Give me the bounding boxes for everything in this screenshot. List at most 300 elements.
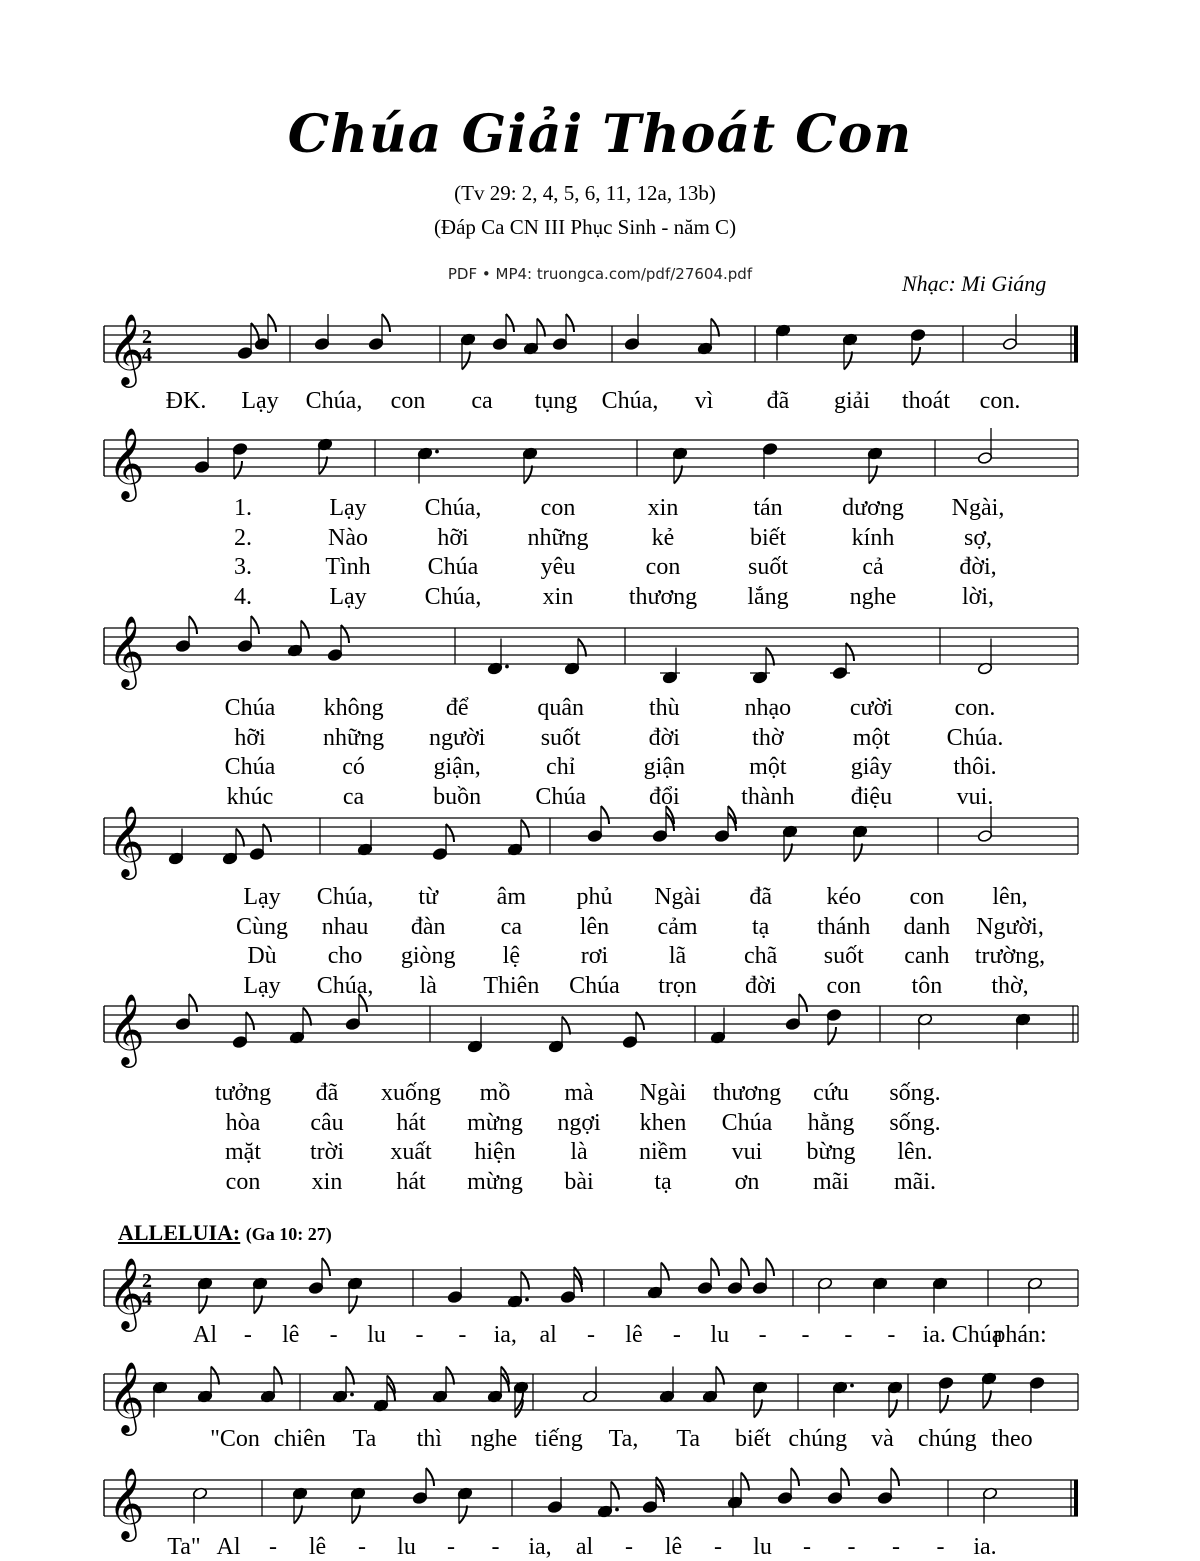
verse-lyric: lên.	[897, 1139, 933, 1165]
verse-lyric: kéo	[826, 884, 862, 910]
verse-lyric: kính	[851, 524, 895, 551]
verse-lyric: âm	[496, 884, 526, 910]
verse-lyric: suốt	[823, 943, 864, 969]
verse-lyric: Chúa	[224, 695, 276, 721]
note	[1015, 1013, 1030, 1050]
note	[977, 428, 992, 465]
note	[547, 1477, 562, 1514]
treble-clef-icon: 𝄞	[108, 1256, 145, 1329]
note	[507, 1272, 529, 1309]
note	[289, 1008, 311, 1045]
verse-lyric: sống.	[889, 1080, 941, 1106]
alleluia-lyric: lê	[282, 1322, 300, 1348]
psalm-reference: (Tv 29: 2, 4, 5, 6, 11, 12a, 13b)	[454, 181, 716, 205]
alleluia-lyric: -	[847, 1534, 856, 1560]
alleluia-lyric: Ta	[676, 1426, 701, 1452]
treble-clef-icon: 𝄞	[108, 992, 145, 1065]
alleluia-lyric: -	[625, 1534, 633, 1560]
note	[762, 442, 777, 479]
occasion: (Đáp Ca CN III Phục Sinh - năm C)	[433, 215, 737, 239]
verse-lyric: bài	[564, 1168, 594, 1195]
note	[660, 648, 680, 685]
verse-lyric: một	[749, 754, 787, 780]
note	[710, 1008, 725, 1045]
verse-lyric: niềm	[639, 1139, 687, 1165]
refrain-lyric: giải	[834, 388, 870, 414]
note	[587, 806, 609, 843]
note	[522, 447, 537, 484]
verse-lyric: tạ	[654, 1168, 672, 1195]
alleluia-lyric: chúng	[917, 1426, 977, 1452]
note	[492, 314, 514, 351]
verse-lyric: lời,	[961, 583, 995, 610]
verse-lyric: canh	[904, 943, 950, 969]
staff-system-verse-1	[0, 420, 1200, 500]
alleluia-lyric: lê	[308, 1534, 327, 1560]
note	[457, 1487, 472, 1524]
verse-lyric: 3.	[234, 554, 252, 580]
verse-lyric: con.	[954, 695, 996, 721]
note	[981, 1372, 996, 1409]
verse-lyric: xin	[647, 495, 679, 521]
verse-lyric: Tình	[325, 554, 371, 580]
note	[785, 994, 807, 1031]
alleluia-lyric: lê	[664, 1534, 683, 1560]
verse-lyric: danh	[903, 913, 951, 940]
note	[877, 1468, 899, 1505]
final-barline	[1074, 326, 1078, 362]
verse-lyric: Chúa	[569, 972, 620, 999]
verse-lyric: thánh	[817, 913, 871, 940]
verse-lyric: thành	[741, 783, 795, 810]
verse-lyric: dương	[842, 495, 904, 521]
verse-lyric: đã	[315, 1080, 339, 1106]
verse-lyric: những	[323, 724, 385, 751]
note	[292, 1487, 307, 1524]
treble-clef-icon: 𝄞	[108, 312, 145, 385]
verse-lyric: hỡi	[437, 524, 469, 551]
verse-lyric: Ngài	[639, 1080, 687, 1106]
note	[647, 1263, 669, 1300]
refrain-lyric: vì	[694, 388, 714, 414]
verse-lyric: hát	[396, 1168, 426, 1195]
verse-lyric: điệu	[850, 783, 893, 810]
verse-lyric: Nào	[328, 524, 368, 551]
verse-lyric: 1.	[234, 495, 252, 521]
staff-system-verse-3	[0, 798, 1200, 878]
refrain-lyric: thoát	[902, 388, 950, 414]
alleluia-lyric: nghe	[470, 1426, 518, 1452]
verse-lyric: 4.	[234, 583, 252, 610]
verse-lyric: Dù	[247, 943, 277, 969]
verse-lyric: là	[419, 972, 437, 999]
note	[777, 1468, 799, 1505]
note	[152, 1381, 167, 1418]
note	[672, 447, 687, 484]
note	[727, 1473, 749, 1510]
verse-lyric: cười	[849, 695, 893, 721]
verse-lyric: lên,	[992, 884, 1028, 910]
source-link[interactable]: PDF • MP4: truongca.com/pdf/27604.pdf	[447, 265, 753, 283]
verse-lyric: chỉ	[546, 754, 576, 780]
note	[752, 1381, 767, 1418]
verse-lyric: mừng	[467, 1168, 523, 1195]
alleluia-lyric: -	[447, 1534, 455, 1560]
verse-lyric: con	[909, 884, 945, 910]
verse-lyric: con	[540, 495, 576, 521]
note	[314, 314, 329, 351]
alleluia-lyric: ia.	[922, 1322, 946, 1348]
verse-lyric: đàn	[410, 913, 446, 940]
note	[249, 824, 271, 861]
note	[938, 1376, 953, 1413]
song-title: Chúa Giải Thoát Con	[287, 104, 913, 165]
note	[222, 829, 244, 866]
verse-lyric: suốt	[540, 724, 581, 751]
note	[487, 1367, 509, 1404]
verse-lyric: ơn	[734, 1168, 760, 1195]
note	[872, 1277, 887, 1314]
verse-lyric: nhạo	[744, 695, 792, 721]
refrain-lyric: Chúa,	[601, 388, 659, 414]
note	[977, 639, 992, 676]
verse-lyric: mãi.	[894, 1168, 936, 1195]
alleluia-lyric: -	[887, 1322, 896, 1348]
staff-system-refrain	[0, 306, 1200, 386]
verse-lyric: nghe	[849, 583, 897, 610]
alleluia-lyric: -	[892, 1534, 900, 1560]
note	[232, 1012, 254, 1049]
verse-lyric: Lạy	[243, 972, 281, 999]
note	[750, 648, 774, 685]
verse-lyric: không	[323, 695, 384, 721]
verse-lyric: cảm	[657, 913, 698, 940]
note	[432, 824, 454, 861]
verse-lyric: để	[445, 695, 469, 721]
alleluia-lyric: và	[871, 1426, 894, 1452]
treble-clef-icon: 𝄞	[108, 426, 145, 499]
verse-lyric: lã	[668, 943, 687, 969]
verse-lyric: con	[826, 972, 862, 999]
verse-lyric: từ	[418, 884, 439, 910]
alleluia-lyric: -	[358, 1534, 366, 1560]
refrain-lyric: con.	[979, 388, 1021, 414]
note	[582, 1367, 597, 1404]
alleluia-lyric: Chúa	[951, 1322, 1003, 1348]
verse-lyric: thờ	[752, 724, 784, 751]
time-signature-bottom: 4	[142, 344, 152, 366]
note	[523, 319, 545, 356]
time-signature-top: 2	[142, 326, 152, 348]
alleluia-lyric: Ta"	[167, 1534, 201, 1560]
time-signature-top: 2	[142, 1270, 152, 1292]
verse-lyric: con	[645, 554, 681, 580]
note	[347, 1277, 362, 1314]
note	[597, 1482, 619, 1519]
note	[332, 1367, 354, 1404]
verse-lyric: 2.	[234, 524, 252, 551]
verse-lyric: suốt	[747, 554, 789, 580]
note	[460, 333, 475, 370]
refrain-lyric: tụng	[534, 388, 578, 414]
note	[652, 806, 674, 843]
note	[977, 806, 992, 843]
alleluia-lyric: -	[844, 1322, 853, 1348]
alleluia-reference: (Ga 10: 27)	[245, 1224, 332, 1244]
verse-lyric: vui.	[956, 783, 994, 810]
verse-lyric: hát	[396, 1109, 426, 1136]
note	[447, 1267, 462, 1304]
verse-lyric: ca	[342, 783, 365, 810]
note	[260, 1367, 282, 1404]
note	[417, 447, 439, 484]
verse-lyric: trời	[309, 1139, 345, 1165]
note	[412, 1468, 434, 1505]
note	[982, 1487, 997, 1524]
composer: Nhạc: Mi Giáng	[902, 271, 1047, 296]
verse-lyric: thờ,	[991, 972, 1029, 999]
verse-lyric: Chúa	[721, 1109, 773, 1136]
verse-lyric: đời	[744, 972, 777, 999]
staff-system-alleluia-1	[0, 1250, 1200, 1330]
verse-lyric: giòng	[400, 943, 456, 969]
note	[659, 1367, 674, 1404]
verse-lyric: thôi.	[953, 754, 997, 780]
note	[327, 625, 349, 662]
verse-lyric: Chúa,	[316, 972, 374, 999]
alleluia-lyric: -	[714, 1534, 722, 1560]
verse-lyric: Lạy	[329, 583, 367, 610]
verse-lyric: giận	[643, 754, 685, 780]
verse-lyric: Chúa.	[946, 724, 1004, 751]
alleluia-lyric: -	[803, 1534, 811, 1560]
alleluia-lyric: lu	[397, 1534, 416, 1560]
verse-lyric: ngợi	[557, 1109, 601, 1136]
alleluia-lyric: phán:	[993, 1322, 1047, 1348]
note	[513, 1381, 528, 1418]
note	[727, 1258, 749, 1295]
note	[237, 323, 259, 360]
time-signature-bottom: 4	[142, 1288, 152, 1310]
treble-clef-icon: 𝄞	[108, 1360, 145, 1433]
verse-lyric: xuất	[390, 1139, 432, 1165]
verse-lyric: cứu	[813, 1080, 849, 1106]
note	[287, 621, 309, 658]
verse-lyric: mồ	[479, 1080, 511, 1106]
note	[197, 1367, 219, 1404]
verse-lyric: câu	[310, 1109, 344, 1136]
note	[910, 328, 925, 365]
verse-lyric: khúc	[226, 783, 274, 810]
note	[373, 1376, 395, 1413]
alleluia-lyric: chúng	[788, 1426, 848, 1452]
note	[782, 825, 797, 862]
verse-lyric: Ngài,	[951, 495, 1005, 521]
alleluia-lyric: theo	[991, 1426, 1033, 1452]
verse-lyric: lệ	[502, 943, 520, 969]
note	[552, 314, 574, 351]
note	[560, 1267, 582, 1304]
note	[350, 1487, 365, 1524]
note	[175, 616, 197, 653]
alleluia-lyric: al	[575, 1534, 594, 1560]
refrain-lyric: con	[390, 388, 426, 414]
note	[1027, 1277, 1042, 1314]
verse-lyric: xin	[542, 583, 574, 610]
verse-lyric: tưởng	[214, 1080, 272, 1106]
verse-lyric: biết	[750, 524, 786, 551]
note	[697, 1258, 719, 1295]
verse-lyric: vui	[731, 1139, 763, 1165]
note	[832, 1381, 854, 1418]
verse-lyric: khen	[639, 1109, 687, 1136]
verse-lyric: tạ	[751, 913, 770, 940]
verse-lyric: tôn	[911, 972, 943, 999]
note	[842, 333, 857, 370]
note	[1002, 314, 1017, 351]
verse-lyric: giận,	[433, 754, 481, 780]
verse-lyric: phủ	[576, 884, 613, 910]
verse-lyric: sống.	[889, 1109, 941, 1136]
alleluia-lyric: al	[539, 1322, 557, 1348]
verse-lyric: xuống	[381, 1080, 441, 1106]
verse-lyric: xin	[311, 1168, 343, 1195]
staff-system-alleluia-2	[0, 1354, 1200, 1434]
alleluia-lyric: tiếng	[534, 1426, 583, 1452]
alleluia-lyric: lê	[625, 1322, 643, 1348]
verse-lyric: thương	[712, 1080, 782, 1106]
verse-lyric: mà	[564, 1080, 594, 1106]
verse-lyric: buồn	[433, 783, 482, 810]
alleluia-lyric: Al	[193, 1322, 217, 1348]
note	[867, 447, 882, 484]
verse-lyric: cho	[327, 943, 363, 969]
verse-lyric: Người,	[976, 913, 1044, 940]
verse-lyric: Chúa	[427, 554, 479, 580]
alleluia-lyric: -	[936, 1534, 945, 1560]
verse-lyric: hằng	[807, 1109, 855, 1136]
alleluia-lyric: lu	[710, 1322, 730, 1348]
verse-lyric: giây	[850, 754, 893, 780]
note	[917, 1013, 932, 1050]
alleluia-lyric: -	[415, 1322, 424, 1348]
treble-clef-icon: 𝄞	[108, 614, 145, 687]
note	[817, 1277, 832, 1314]
refrain-lyric: Chúa,	[305, 388, 363, 414]
verse-lyric: trọn	[658, 972, 697, 999]
verse-lyric: trường,	[974, 943, 1046, 969]
verse-lyric: hỡi	[234, 724, 266, 751]
note	[564, 639, 586, 676]
alleluia-lyric: lu	[753, 1534, 772, 1560]
note	[932, 1277, 947, 1314]
note	[622, 1012, 644, 1049]
note	[317, 438, 332, 475]
verse-lyric: Ngài	[654, 884, 701, 910]
note	[357, 820, 372, 857]
verse-lyric: Lạy	[329, 495, 367, 521]
alleluia-lyric: thì	[416, 1426, 442, 1452]
alleluia-lyric: ia,	[528, 1534, 552, 1560]
verse-lyric: đời	[648, 724, 680, 751]
verse-lyric: lắng	[747, 583, 789, 610]
verse-lyric: quân	[537, 695, 585, 721]
alleluia-lyric: Al	[216, 1534, 241, 1560]
note	[467, 1017, 482, 1054]
note	[192, 1487, 207, 1524]
alleluia-lyric: -	[458, 1322, 467, 1348]
note	[830, 643, 854, 680]
note	[697, 319, 719, 356]
verse-lyric: đổi	[648, 783, 680, 810]
verse-lyric: lên	[579, 913, 610, 940]
note	[1029, 1376, 1044, 1413]
treble-clef-icon: 𝄞	[108, 804, 145, 877]
verse-lyric: người	[428, 724, 486, 751]
verse-lyric: một	[852, 724, 891, 751]
note	[232, 442, 247, 479]
note	[752, 1258, 774, 1295]
note	[507, 820, 529, 857]
verse-lyric: kẻ	[651, 524, 675, 551]
note	[308, 1258, 330, 1295]
alleluia-lyric: biết	[735, 1426, 771, 1452]
verse-lyric: rơi	[580, 943, 609, 969]
verse-lyric: con	[225, 1168, 261, 1195]
treble-clef-icon: 𝄞	[108, 1466, 145, 1539]
note	[175, 994, 197, 1031]
verse-lyric: Lạy	[243, 884, 281, 910]
note	[368, 314, 390, 351]
verse-lyric: chã	[744, 943, 778, 969]
note	[714, 806, 736, 843]
verse-lyric: Thiên	[483, 972, 540, 999]
alleluia-lyric: -	[243, 1322, 252, 1348]
alleluia-lyric: -	[801, 1322, 810, 1348]
alleluia-lyric: ia,	[493, 1322, 517, 1348]
verse-lyric: tán	[753, 495, 783, 521]
note	[827, 1468, 849, 1505]
alleluia-lyric: -	[269, 1534, 277, 1560]
note	[168, 829, 183, 866]
note	[194, 437, 209, 474]
alleluia-lyric: Ta,	[608, 1426, 639, 1452]
verse-lyric: Chúa,	[424, 495, 482, 521]
alleluia-title: ALLELUIA:	[118, 1220, 241, 1245]
staff-system-verse-2	[0, 608, 1200, 688]
note	[775, 324, 790, 361]
alleluia-lyric: -	[672, 1322, 681, 1348]
final-barline	[1074, 1480, 1078, 1516]
note	[252, 1277, 267, 1314]
alleluia-lyric: chiên	[273, 1426, 326, 1452]
note	[624, 314, 639, 351]
refrain-lyric: Lạy	[241, 388, 279, 414]
note	[642, 1477, 664, 1514]
verse-lyric: Chúa	[535, 783, 587, 810]
verse-lyric: nhau	[321, 913, 369, 940]
alleluia-lyric: -	[491, 1534, 500, 1560]
verse-lyric: Cùng	[235, 913, 289, 940]
verse-lyric: đời,	[959, 554, 997, 580]
verse-lyric: có	[342, 754, 365, 780]
verse-lyric: Chúa,	[316, 884, 374, 910]
verse-lyric: đã	[749, 884, 772, 910]
note	[197, 1277, 212, 1314]
verse-lyric: sợ,	[963, 524, 993, 551]
verse-lyric: thù	[648, 695, 680, 721]
refrain-lyric: ca	[471, 388, 493, 414]
